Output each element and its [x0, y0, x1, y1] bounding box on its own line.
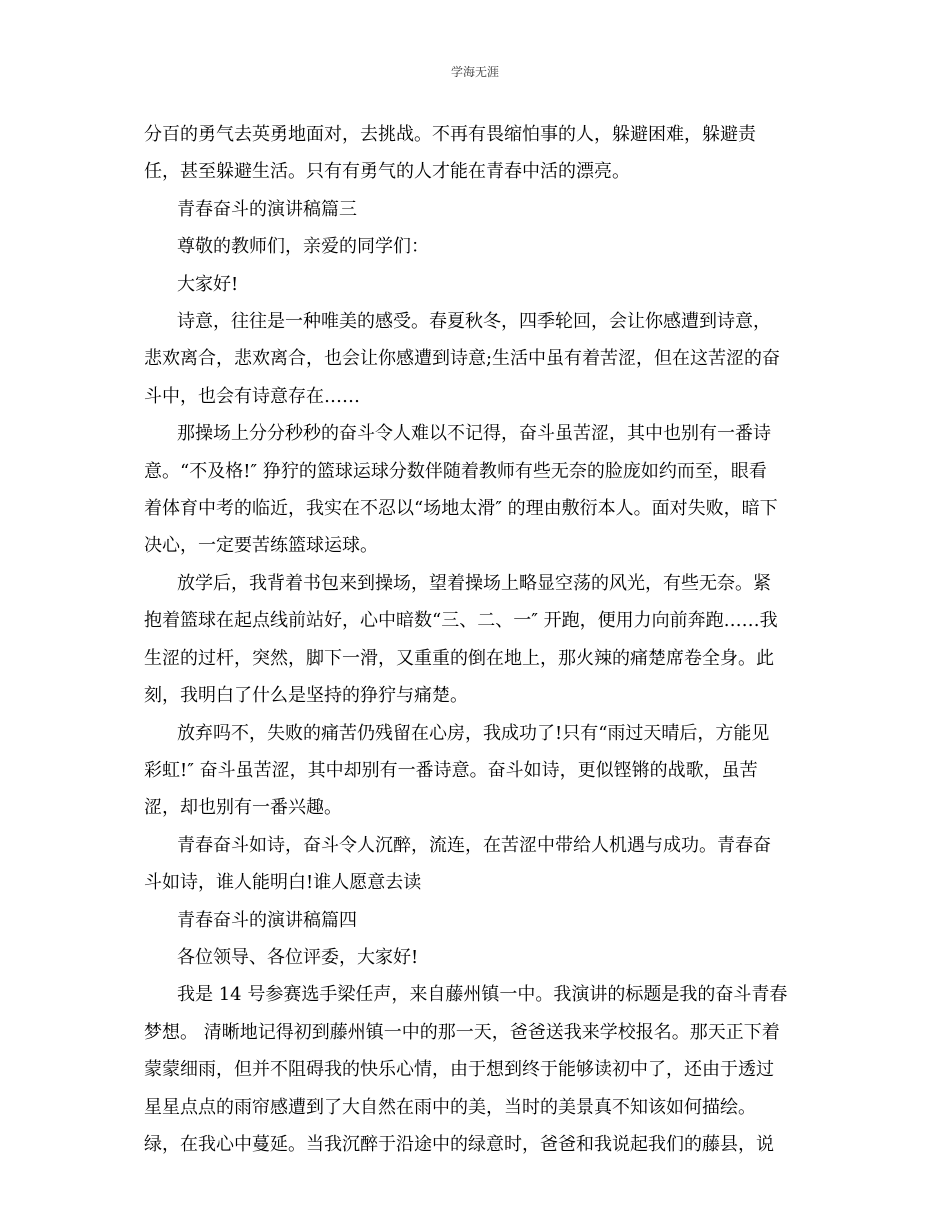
text-line: 各位领导、各位评委，大家好! [177, 946, 419, 968]
text-line: 放弃吗不，失败的痛苦仍残留在心房，我成功了!只有“雨过天晴后，方能见 [177, 722, 770, 744]
text-line: 着体育中考的临近，我实在不忍以“场地太滑″ 的理由敷衍本人。面对失败，暗下 [144, 498, 778, 520]
text-line: 青春奋斗的演讲稿篇三 [177, 198, 357, 220]
text-line: 青春奋斗的演讲稿篇四 [177, 909, 357, 931]
text-line: 斗如诗，谁人能明白!谁人愿意去读 [144, 872, 422, 894]
text-line: 诗意，往往是一种唯美的感受。春夏秋冬，四季轮回，会让你感遭到诗意， [177, 311, 771, 333]
text-line: 彩虹!″ 奋斗虽苦涩，其中却别有一番诗意。奋斗如诗，更似铿锵的战歌，虽苦 [144, 759, 758, 781]
text-line: 抱着篮球在起点线前站好，心中暗数“三、二、一″ 开跑，便用力向前奔跑……我 [144, 610, 778, 632]
text-line: 意。“不及格!″ 狰狞的篮球运球分数伴随着教师有些无奈的脸庞如约而至，眼看 [144, 460, 767, 482]
page-header: 学海无涯 [450, 65, 499, 79]
text-line: 刻，我明白了什么是坚持的狰狞与痛楚。 [144, 685, 468, 707]
text-line: 斗中，也会有诗意存在…… [144, 385, 360, 407]
text-line: 决心，一定要苦练篮球运球。 [144, 535, 378, 557]
text-line: 绿，在我心中蔓延。当我沉醉于沿途中的绿意时，爸爸和我说起我们的藤县，说 [144, 1133, 774, 1155]
text-line: 任，甚至躲避生活。只有有勇气的人才能在青春中活的漂亮。 [144, 161, 630, 183]
text-line: 分百的勇气去英勇地面对，去挑战。不再有畏缩怕事的人，躲避困难，躲避责 [144, 124, 756, 145]
text-line: 悲欢离合，悲欢离合，也会让你感遭到诗意;生活中虽有着苦涩，但在这苦涩的奋 [144, 348, 781, 370]
document-body [144, 116, 808, 1163]
text-line: 涩，却也别有一番兴趣。 [144, 797, 342, 819]
text-line: 我是 14 号参赛选手梁任声，来自藤州镇一中。我演讲的标题是我的奋斗青春 [177, 984, 788, 1006]
text-line: 大家好! [177, 273, 239, 295]
text-line: 生涩的过杆，突然，脚下一滑，又重重的倒在地上，那火辣的痛楚席卷全身。此 [144, 647, 774, 669]
text-line: 那操场上分分秒秒的奋斗令人难以不记得，奋斗虽苦涩，其中也别有一番诗 [177, 423, 771, 445]
text-line: 梦想。 清晰地记得初到藤州镇一中的那一天，爸爸送我来学校报名。那天正下着 [144, 1021, 780, 1043]
text-line: 尊敬的教师们，亲爱的同学们： [177, 236, 429, 258]
text-line: 蒙蒙细雨，但并不阻碍我的快乐心情，由于想到终于能够读初中了，还由于透过 [144, 1059, 774, 1081]
text-line: 青春奋斗如诗，奋斗令人沉醉，流连，在苦涩中带给人机遇与成功。青春奋 [177, 834, 771, 856]
text-line: 星星点点的雨帘感遭到了大自然在雨中的美，当时的美景真不知该如何描绘。 [144, 1096, 756, 1118]
text-line: 放学后，我背着书包来到操场，望着操场上略显空荡的风光，有些无奈。紧 [177, 572, 771, 594]
